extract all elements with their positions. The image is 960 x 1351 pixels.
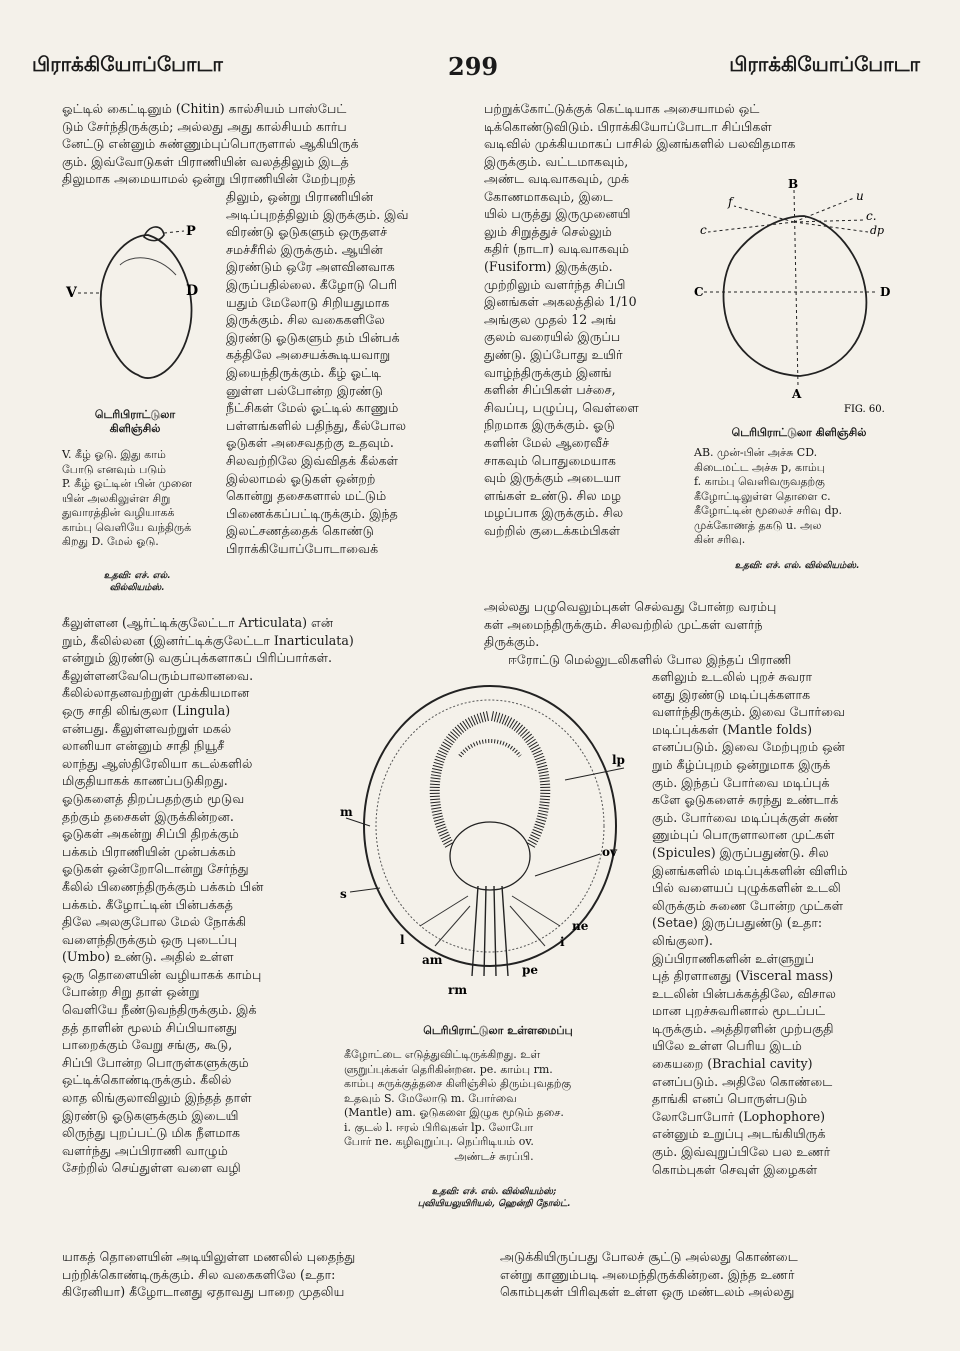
text-line: கிரேனியா) கீழோடானது ஏதாவது பாறை முதலிய bbox=[62, 1284, 345, 1300]
text-line: கும். இந்தப் போர்வை மடிப்புக் bbox=[652, 774, 830, 790]
text-line: வெளியே நீண்டுவந்திருக்கும். இக் bbox=[62, 1002, 257, 1018]
label-ov: ov bbox=[602, 845, 617, 859]
text-line: அடுக்கியிருப்பது போலச் சூட்டு அல்லது கொண்டை bbox=[500, 1249, 798, 1264]
fig1-credit bbox=[62, 570, 212, 594]
text-line: கீலுள்ளனவேபெரும்பாலானவை. bbox=[62, 667, 254, 683]
text-line: நிறமாக இருக்கும். ஓடு bbox=[484, 417, 615, 433]
text-line: லோபோபோர் (Lophophore) bbox=[652, 1108, 826, 1124]
legend-line: கீழோட்டிலுள்ள தொளை c. bbox=[694, 489, 831, 503]
text-line: கீலில்லாதனவற்றுள் முக்கியமான bbox=[62, 685, 250, 701]
text-line: பிணைக்கப்பட்டிருக்கும். இந்த bbox=[226, 505, 398, 521]
text-line: லிருந்து புறப்பட்டு மிக நீளமாக bbox=[62, 1125, 241, 1141]
legend-line: கீழோட்டை எடுத்துவிட்டிருக்கிறது. உள் bbox=[344, 1048, 541, 1061]
text-line: கோணமாகவும், இடை bbox=[484, 188, 613, 204]
text-line: என்பது. கீலுள்ளவற்றுள் மகல் bbox=[62, 720, 232, 736]
label-pe: pe bbox=[522, 963, 539, 977]
text-line: சாகவும் பொதுமையாக bbox=[484, 452, 616, 468]
credit-line: வில்லியம்ஸ். bbox=[109, 583, 165, 593]
text-line: னுள்ள பல்போன்ற இரண்டு bbox=[226, 382, 383, 398]
label-c-axis: C bbox=[694, 285, 704, 299]
text-line: இலட்சணத்தைக் கொண்டு bbox=[226, 523, 374, 539]
text-line: வும் இருக்கும் அடையா bbox=[484, 470, 621, 486]
shell-figure bbox=[60, 215, 220, 395]
text-line: திலே அலகுபோல மேல் நோக்கி bbox=[62, 914, 247, 930]
text-line: கொன்று தசைகளால் மட்டும் bbox=[226, 488, 387, 504]
text-line: மான புறச்சுவரினால் மூடப்பட் bbox=[652, 1003, 826, 1019]
text-line: தாங்கி எனப் பொருள்படும் bbox=[652, 1091, 808, 1107]
text-line: ஒரு தொளையின் வழியாகக் காம்பு bbox=[62, 966, 262, 982]
text-line: ஓடுகள் அசைவதற்கு உதவும். bbox=[226, 435, 394, 451]
text-line: அல்லது பழுவெலும்புகள் செல்வது போன்ற வரம்பு bbox=[484, 599, 777, 614]
legend-line: போர் ne. கழிவுறுப்பு. நெப்ரிடியம் ov. bbox=[344, 1135, 534, 1148]
text-line: கத்திலே அசையக்கூடியவாறு bbox=[226, 347, 391, 363]
left-bottom-text bbox=[62, 1248, 482, 1301]
text-line: கும். போர்வை மடிப்புக்குள் சுண் bbox=[652, 809, 839, 825]
credit-line: உதவி: எச். எல். bbox=[103, 571, 171, 581]
label-d-axis: D bbox=[880, 285, 891, 299]
left-top-text bbox=[62, 100, 470, 188]
legend-line: அண்டச் சுரப்பி. bbox=[454, 1149, 534, 1163]
text-line: (Setae) இருப்பதுண்டு (உதா: bbox=[652, 915, 823, 931]
left-mid-text bbox=[226, 188, 470, 557]
text-line: கீலில் பிணைந்திருக்கும் பக்கம் பின் bbox=[62, 878, 264, 894]
text-line: சமச்சீரில் இருக்கும். ஆயின் bbox=[226, 241, 383, 257]
label-ne: ne bbox=[572, 919, 589, 933]
right-top-text bbox=[484, 100, 896, 170]
text-line: பாறைக்கும் வேறு சங்கு, கூடு, bbox=[62, 1037, 233, 1053]
text-line: போன்ற சிறு தாள் ஒன்று bbox=[62, 984, 200, 1000]
text-line: களே ஓடுகளைச் சுரந்து உண்டாக் bbox=[652, 792, 839, 808]
text-line: கொம்புகள் பிரிவுகள் உள்ள ஒரு மண்டலம் அல்லது bbox=[500, 1284, 795, 1300]
text-line: இருக்கும். சில வகைகளிலே bbox=[226, 312, 385, 328]
text-line: மழப்பாக இருக்கும். சில bbox=[484, 505, 624, 521]
label-dp: dp bbox=[870, 224, 885, 237]
label-a: A bbox=[792, 387, 802, 401]
text-line: யாகத் தொளையின் அடியிலுள்ள மணலில் புதைந்து bbox=[62, 1249, 356, 1264]
text-line: இல்லாமல் ஓடுகள் ஒன்றற் bbox=[226, 470, 376, 486]
text-line: தத் தாளின் மூலம் சிப்பியானது bbox=[62, 1019, 238, 1035]
legend-line: i. குடல் l. ஈரல் பிரிவுகள் lp. லோபோ bbox=[344, 1120, 534, 1134]
text-line: (Fusiform) இருக்கும். bbox=[484, 258, 613, 274]
text-line: றும் கீழ்ப்புறம் ஒன்றுமாக இருக் bbox=[652, 756, 831, 772]
text-line: இரண்டு ஓடுகளும் தம் பின்பக் bbox=[226, 329, 400, 345]
text-line: லும் சிறுத்துச் செல்லும் bbox=[484, 223, 612, 239]
legend-line: கிடைமட்ட அச்சு p, காம்பு bbox=[694, 460, 825, 474]
text-line: துண்டு. இப்போது உயிர் bbox=[484, 346, 623, 362]
legend-line: P. கீழ் ஓட்டின் பின் முனை bbox=[62, 477, 192, 490]
label-v: V bbox=[66, 285, 77, 301]
text-line: ஈரோட்டு மெல்லுடலிகளில் போல இந்தப் பிராணி bbox=[508, 651, 792, 667]
text-line: விரண்டு ஓடுகளும் ஒருதளச் bbox=[226, 224, 388, 240]
label-s: s bbox=[340, 887, 347, 901]
text-line: கீலுள்ளன (ஆர்ட்டிக்குலேட்டா Articulata) என் bbox=[62, 615, 334, 630]
text-line: திலும், ஒன்று பிராணியின் bbox=[226, 189, 374, 204]
header-left: பிராக்கியோப்போடா bbox=[32, 52, 223, 76]
text-line: (Spicules) இருப்பதுண்டு. சில bbox=[652, 844, 829, 860]
right-lower-text bbox=[652, 668, 910, 1178]
credit-line: புவியியலுயிரியல், ஹென்றி நோல்ட். bbox=[417, 1199, 571, 1209]
right-cont-text bbox=[484, 598, 896, 668]
text-line: பில் வளையப் புழுக்களின் உடலி bbox=[652, 880, 841, 896]
text-line: என்று காணும்படி அமைந்திருக்கின்றன. இந்த உணர் bbox=[500, 1266, 795, 1282]
text-line: என்னும் உறுப்பு அடங்கியிருக் bbox=[652, 1126, 826, 1142]
label-rm: rm bbox=[448, 983, 468, 997]
text-line: ஓடுகள் அகன்று சிப்பி திறக்கும் bbox=[62, 826, 239, 842]
text-line: கள் அமைந்திருக்கும். சிலவற்றில் முட்கள் வளர்ந் bbox=[484, 616, 763, 632]
text-line: களின் சிப்பிகள் பச்சை, bbox=[484, 382, 616, 398]
legend-line: காம்பு சுருக்குத்தசை கிளிஞ்சில் திரும்புவதற்கு bbox=[344, 1077, 572, 1090]
legend-line: உதவும் S. மேலோடு m. போர்வை bbox=[344, 1091, 517, 1105]
fig2-credit: உதவி: எச். எல். வில்லியம்ஸ். bbox=[734, 561, 860, 571]
text-line: வடிவில் முக்கியமாகப் பாசில் இனங்களில் பலவிதமாக bbox=[484, 136, 796, 152]
label-am: am bbox=[422, 953, 443, 967]
text-line: ஓடுகளைத் திறப்பதற்கும் மூடுவ bbox=[62, 790, 245, 806]
anatomy-figure bbox=[340, 676, 630, 1016]
text-line: லாந்து ஆஸ்திரேலியா கடல்களில் bbox=[62, 755, 253, 771]
legend-line: ளுறுப்புக்கள் தெரிகின்றன. pe. காம்பு rm. bbox=[344, 1062, 553, 1076]
legend-line: AB. முன்-பின் அச்சு CD. bbox=[694, 446, 818, 459]
caption-line: கிளிஞ்சில் bbox=[109, 422, 161, 435]
credit-line: உதவி: எச். எல். வில்லியம்ஸ்; bbox=[431, 1187, 557, 1197]
text-line: னது இரண்டு மடிப்புக்களாக bbox=[652, 686, 811, 702]
fig2-caption: டெரிபிராட்டுலா கிளிஞ்சில் bbox=[731, 426, 867, 439]
text-line: லானியா என்னும் சாதி நியூசீ bbox=[62, 738, 225, 754]
text-line: ணும்புப் பொருளாலான முட்கள் bbox=[652, 827, 835, 843]
figure-number: FIG. 60. bbox=[844, 404, 885, 415]
label-l: l bbox=[400, 933, 405, 947]
text-line: வற்றில் குடைக்கம்பிகள் bbox=[484, 522, 621, 538]
fig1-caption bbox=[60, 408, 210, 436]
text-line: இரண்டு ஓடுகளுக்கும் இடையி bbox=[62, 1107, 239, 1123]
label-f: f bbox=[728, 195, 733, 209]
text-line: சேற்றில் செய்துள்ள வளை வழி bbox=[62, 1160, 241, 1176]
lophophore-inner bbox=[460, 741, 520, 756]
legend-line: V. கீழ் ஓடு. இது காம் bbox=[62, 448, 166, 461]
text-line: பற்றுக்கோட்டுக்குக் கெட்டியாக அசையாமல் ஒட் bbox=[484, 101, 760, 116]
shell-line bbox=[120, 258, 176, 275]
text-line: வளர்ந்திருக்கும். இவை போர்வை bbox=[652, 704, 846, 720]
text-line: சிப்பி போன்ற பொருள்களுக்கும் bbox=[62, 1054, 249, 1070]
text-line: உடலின் பின்பக்கத்திலே, விசால bbox=[652, 985, 836, 1001]
text-line: யிலே உள்ள பெரிய இடம் bbox=[652, 1038, 802, 1054]
label-d: D bbox=[186, 283, 199, 299]
text-line: திலுமாக அமையாமல் ஒன்று பிராணியின் மேற்புறத் bbox=[62, 171, 356, 187]
shell-beak bbox=[144, 227, 164, 241]
label-i: i bbox=[560, 935, 565, 949]
text-line: லாத லிங்குலாவிலும் இந்தத் தாள் bbox=[62, 1090, 252, 1106]
text-line: இருக்கும். வட்டமாகவும், bbox=[484, 153, 629, 169]
text-line: ஓட்டில் கைட்டினும் (Chitin) கால்சியம் பாஸ்பேட் bbox=[62, 101, 347, 116]
legend-line: முக்கோணத் தகடு u. அல bbox=[694, 518, 822, 532]
muscles-left bbox=[420, 896, 470, 946]
text-line: டிக்கொண்டுவிடும். பிராக்கியோப்போடா சிப்பிகள் bbox=[484, 118, 772, 134]
legend-line: கின் சரிவு. bbox=[694, 533, 746, 546]
legend-line: கிறது D. மேல் ஓடு. bbox=[62, 535, 159, 548]
text-line: னேட்டு என்னும் சுண்ணும்புப்பொருளால் ஆகியிருக் bbox=[62, 136, 359, 152]
text-line: டிருக்கும். அத்திரளின் முற்பகுதி bbox=[652, 1020, 834, 1036]
label-p: P bbox=[186, 224, 196, 239]
legend-line: f. காம்பு வெளிவருவதற்கு bbox=[694, 475, 825, 488]
mantle-outline bbox=[376, 700, 604, 952]
text-line: இருப்பதில்லை. கீழோடு பெரி bbox=[226, 276, 398, 292]
text-line: மிகுதியாகக் காணப்படுகிறது. bbox=[62, 773, 228, 789]
text-line: கும். இவ்வோடுகள் பிராணியின் வலத்திலும் இடத் bbox=[62, 153, 349, 169]
viscera bbox=[450, 822, 530, 890]
legend-line: (Mantle) am. ஓடுகளை இழுக மூடும் தசை. bbox=[344, 1106, 564, 1119]
text-line: என்றும் இரண்டு வகுப்புக்களாகப் பிரிப்பார்கள். bbox=[62, 650, 333, 666]
legend-line: துவாரத்தின் வழியாகக் bbox=[62, 506, 175, 519]
text-line: பற்றிக்கொண்டிருக்கும். சில வகைகளிலே (உதா: bbox=[62, 1266, 336, 1282]
axis-shell-figure bbox=[694, 176, 894, 416]
legend-line: கீழோட்டின் மூலைச் சரிவு dp. bbox=[694, 504, 843, 517]
text-line: எனப்படும். அதிலே கொண்டை bbox=[652, 1073, 833, 1089]
text-line: ஓடுகள் ஒன்றோடொன்று சேர்ந்து bbox=[62, 861, 249, 877]
text-line: லிங்குலா). bbox=[652, 932, 713, 948]
text-line: அண்ட வடிவாகவும், முக் bbox=[484, 171, 630, 186]
header-right: பிராக்கியோப்போடா bbox=[729, 52, 920, 76]
text-line: புத் திரளானது (Visceral mass) bbox=[652, 968, 834, 984]
text-line: (Umbo) உண்டு. அதில் உள்ள bbox=[62, 949, 234, 965]
text-line: மடிப்புக்கள் (Mantle folds) bbox=[652, 721, 813, 737]
text-line: திருக்கும். bbox=[484, 634, 540, 650]
fig2-legend bbox=[694, 446, 900, 548]
text-line: தற்கும் தசைகள் இருக்கின்றன. bbox=[62, 808, 234, 824]
lophophore-arm-left bbox=[435, 716, 488, 846]
label-c: c bbox=[700, 223, 707, 237]
text-line: யதும் மேலோடு சிறியதுமாக bbox=[226, 294, 390, 310]
text-line: களிலும் உடலில் புறச் சுவரா bbox=[652, 669, 813, 684]
label-lp: lp bbox=[612, 753, 625, 767]
text-line: இப்பிராணிகளின் உள்ளுறுப் bbox=[652, 950, 815, 966]
text-line: ளங்கள் உண்டு. சில மழ bbox=[484, 487, 622, 503]
text-line: சிவப்பு, பழுப்பு, வெள்ளை bbox=[484, 399, 639, 415]
text-line: பள்ளங்களில் பதிந்து, கீல்போல bbox=[226, 417, 407, 433]
text-line: வளர்ந்து அப்பிராணி வாழும் bbox=[62, 1142, 228, 1158]
text-line: யில் பருத்து இருமுனையி bbox=[484, 206, 631, 222]
label-u: u bbox=[856, 189, 864, 203]
fig1-legend bbox=[62, 448, 222, 550]
text-line: குலம் வரையில் இருப்ப bbox=[484, 329, 621, 345]
text-line: முற்றிலும் வளர்ந்த சிப்பி bbox=[484, 276, 626, 292]
text-line: இயைந்திருக்கும். கீழ் ஓட்டி bbox=[226, 364, 382, 380]
text-line: டும் சேர்ந்திருக்கும்; அல்லது அது கால்சியம் கார்ப bbox=[62, 118, 347, 134]
label-cd: c. bbox=[866, 209, 877, 223]
label-b: B bbox=[788, 177, 799, 191]
text-line: அங்குல முதல் 12 அங் bbox=[484, 311, 617, 327]
text-line: வளைந்திருக்கும் ஒரு புடைப்பு bbox=[62, 931, 237, 947]
legend-line: காம்பு வெளியே வந்திருக் bbox=[62, 520, 192, 534]
shell-outline bbox=[101, 235, 192, 378]
right-bottom-text bbox=[500, 1248, 912, 1301]
fig3-caption: டெரிபிராட்டுலா உள்ளமைப்பு bbox=[423, 1024, 573, 1037]
lophophore-arm-right bbox=[492, 716, 545, 846]
text-line: பக்கம். கீழோட்டின் பின்பக்கத் bbox=[62, 896, 233, 912]
text-line: இனங்களில் மடிப்புக்களின் விளிம் bbox=[652, 862, 848, 878]
legend-line: போடு எனவும் படும் bbox=[62, 462, 167, 476]
text-line: களின் மேல் ஆரைவீச் bbox=[484, 434, 610, 450]
text-line: கதிர் (நாடா) வடிவாகவும் bbox=[484, 241, 630, 257]
text-line: இரண்டும் ஒரே அளவினவாக bbox=[226, 259, 395, 275]
legend-line: யின் அலகிலுள்ள சிறு bbox=[62, 491, 171, 505]
label-m: m bbox=[340, 805, 353, 819]
pedicle bbox=[472, 886, 508, 976]
right-mid-text bbox=[484, 170, 684, 539]
muscles-right bbox=[510, 896, 560, 946]
text-line: ஒரு சாதி லிங்குலா (Lingula) bbox=[62, 702, 231, 718]
text-line: நீட்சிகள் மேல் ஓட்டில் காணும் bbox=[226, 400, 399, 416]
text-line: வாழ்ந்திருக்கும் இனங் bbox=[484, 364, 612, 380]
text-line: ஒட்டிக்கொண்டிருக்கும். கீலில் bbox=[62, 1072, 232, 1088]
text-line: லிருக்கும் சுணை போன்ற முட்கள் bbox=[652, 897, 844, 913]
text-line: கொம்புகள் செவுள் இழைகள் bbox=[652, 1161, 818, 1177]
fig3-credit bbox=[344, 1186, 644, 1210]
text-line: அடிப்புறத்திலும் இருக்கும். இவ் bbox=[226, 206, 409, 222]
caption-line: டெரிபிராட்டுலா bbox=[94, 408, 176, 421]
fig3-legend bbox=[344, 1048, 644, 1164]
text-line: கும். இவ்வுறுப்பிலே பல உணர் bbox=[652, 1144, 831, 1160]
text-line: சிலவற்றிலே இவ்விதக் கீல்கள் bbox=[226, 452, 398, 468]
left-cont-text bbox=[62, 614, 362, 1177]
page-number: 299 bbox=[448, 52, 499, 81]
text-line: கையறை (Brachial cavity) bbox=[652, 1056, 813, 1072]
text-line: இனங்கள் அகலத்தில் 1/10 bbox=[484, 294, 637, 310]
text-line: பக்கம் பிராணியின் முன்பக்கம் bbox=[62, 843, 236, 859]
text-line: எனப்படும். இவை மேற்புறம் ஒன் bbox=[652, 739, 845, 755]
text-line: றும், கீலில்லன (இனர்ட்டிக்குலேட்டா Inarticulata) bbox=[62, 632, 354, 648]
text-line: பிராக்கியோப்போடாவைக் bbox=[226, 540, 379, 556]
